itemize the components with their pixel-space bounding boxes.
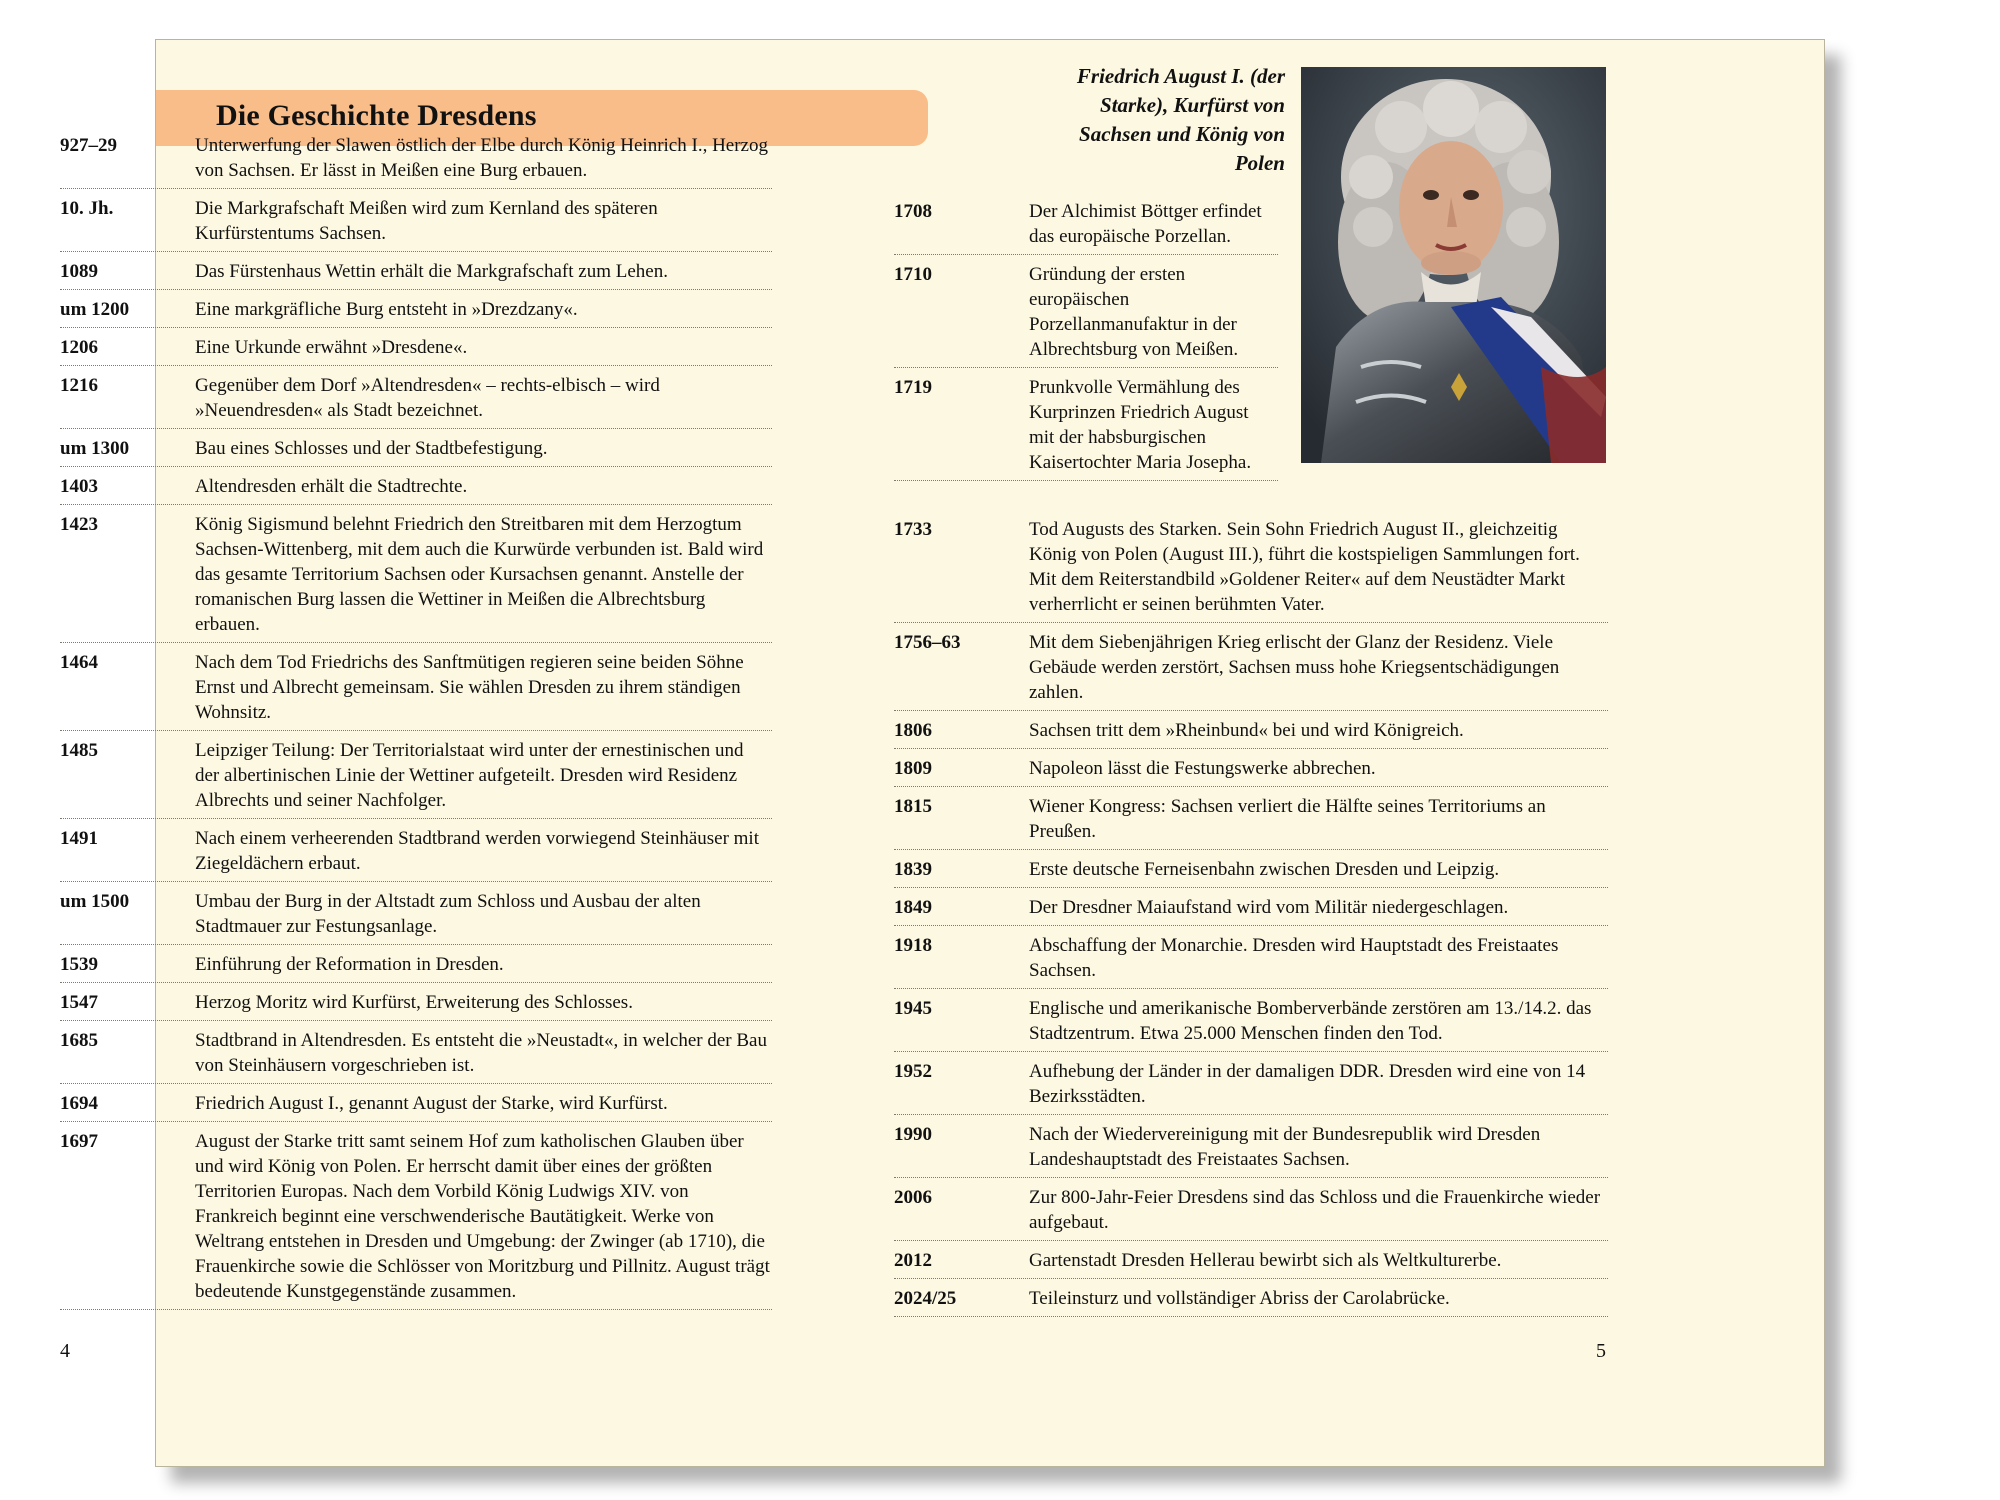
timeline-year: 1697	[60, 1131, 98, 1152]
timeline-row	[894, 749, 1608, 787]
timeline-text: Die Markgrafschaft Meißen wird zum Kernland des späteren Kurfürstentums Sachsen.	[195, 198, 658, 244]
timeline-year: 1694	[60, 1093, 98, 1114]
timeline-text: Tod Augusts des Starken. Sein Sohn Friedrich August II., gleichzeitig König von Polen (August III.), führt die kostspieligen Sammlungen fort. Mit dem Reiterstandbild »Goldener Reiter« auf dem Neustädter Markt verherrlicht er seinen berühmten Vater.	[1029, 519, 1580, 615]
timeline-year: 1849	[894, 897, 932, 918]
timeline-row	[60, 328, 772, 366]
timeline-row	[894, 926, 1608, 989]
timeline-row	[60, 945, 772, 983]
timeline-year: 2006	[894, 1187, 932, 1208]
timeline-text: Prunkvolle Vermählung des Kurprinzen Friedrich August mit der habsburgischen Kaisertochter Maria Josepha.	[1029, 377, 1252, 473]
timeline-row	[894, 888, 1608, 926]
timeline-row	[60, 290, 772, 328]
timeline-row	[60, 731, 772, 819]
timeline-text: Teileinsturz und vollständiger Abriss der Carolabrücke.	[1029, 1288, 1450, 1309]
timeline-right-top	[894, 192, 1278, 481]
timeline-row	[894, 1115, 1608, 1178]
timeline-row	[894, 1241, 1608, 1279]
timeline-row	[894, 368, 1278, 481]
timeline-year: 1719	[894, 377, 932, 398]
timeline-year: 1685	[60, 1030, 98, 1051]
timeline-row	[60, 983, 772, 1021]
timeline-row	[894, 623, 1608, 711]
portrait-caption: Friedrich August I. (der Starke), Kurfürst von Sachsen und König von Polen	[1076, 64, 1285, 175]
timeline-year: 1918	[894, 935, 932, 956]
timeline-row	[894, 192, 1278, 255]
timeline-text: Wiener Kongress: Sachsen verliert die Hälfte seines Territoriums an Preußen.	[1029, 796, 1546, 842]
timeline-row	[60, 1084, 772, 1122]
portrait-image	[1301, 67, 1606, 463]
portrait-painting-icon	[1301, 67, 1606, 463]
timeline-text: Herzog Moritz wird Kurfürst, Erweiterung des Schlosses.	[195, 992, 633, 1013]
timeline-row	[60, 643, 772, 731]
timeline-text: Umbau der Burg in der Altstadt zum Schloss und Ausbau der alten Stadtmauer zur Festungsanlage.	[195, 891, 701, 937]
timeline-year: 1990	[894, 1124, 932, 1145]
timeline-text: Englische und amerikanische Bomberverbände zerstören am 13./14.2. das Stadtzentrum. Etwa 25.000 Menschen finden den Tod.	[1029, 998, 1592, 1044]
timeline-text: Friedrich August I., genannt August der Starke, wird Kurfürst.	[195, 1093, 668, 1114]
timeline-row	[60, 429, 772, 467]
timeline-text: Altendresden erhält die Stadtrechte.	[195, 476, 468, 497]
timeline-year: 1839	[894, 859, 932, 880]
timeline-text: Leipziger Teilung: Der Territorialstaat wird unter der ernestinischen und der albertinischen Linie der Wettiner aufgeteilt. Dresden wird Residenz Albrechts und seiner Nachfolger.	[195, 740, 744, 811]
timeline-row	[60, 366, 772, 429]
page-number-left: 4	[60, 1340, 70, 1362]
timeline-text: Gründung der ersten europäischen Porzellanmanufaktur in der Albrechtsburg von Meißen.	[1029, 264, 1239, 360]
timeline-year: um 1500	[60, 891, 130, 912]
timeline-row	[60, 189, 772, 252]
timeline-row	[894, 787, 1608, 850]
timeline-text: Erste deutsche Ferneisenbahn zwischen Dresden und Leipzig.	[1029, 859, 1500, 880]
timeline-row	[60, 819, 772, 882]
timeline-row	[894, 255, 1278, 368]
timeline-row	[60, 882, 772, 945]
timeline-text: Stadtbrand in Altendresden. Es entsteht die »Neustadt«, in welcher der Bau von Steinhäusern vorgeschrieben ist.	[195, 1030, 767, 1076]
timeline-text: Unterwerfung der Slawen östlich der Elbe durch König Heinrich I., Herzog von Sachsen. Er lässt in Meißen eine Burg erbauen.	[195, 135, 768, 181]
timeline-year: 1485	[60, 740, 98, 761]
timeline-text: Nach einem verheerenden Stadtbrand werden vorwiegend Steinhäuser mit Ziegeldächern erbaut.	[195, 828, 759, 874]
timeline-text: Der Dresdner Maiaufstand wird vom Militär niedergeschlagen.	[1029, 897, 1509, 918]
timeline-year: 1539	[60, 954, 98, 975]
timeline-text: Abschaffung der Monarchie. Dresden wird Hauptstadt des Freistaates Sachsen.	[1029, 935, 1559, 981]
timeline-row	[894, 1279, 1608, 1317]
timeline-row	[894, 711, 1608, 749]
timeline-year: 1945	[894, 998, 932, 1019]
timeline-row	[60, 252, 772, 290]
timeline-row	[894, 850, 1608, 888]
timeline-year: 1216	[60, 375, 98, 396]
timeline-row	[894, 1178, 1608, 1241]
timeline-year: 1423	[60, 514, 98, 535]
timeline-year: 1491	[60, 828, 98, 849]
timeline-year: 1547	[60, 992, 98, 1013]
timeline-row	[60, 505, 772, 643]
timeline-right-bottom	[894, 510, 1608, 1317]
timeline-year: 1806	[894, 720, 932, 741]
timeline-text: Gegenüber dem Dorf »Altendresden« – rechts-elbisch – wird »Neuendresden« als Stadt bezeichnet.	[195, 375, 660, 421]
timeline-row	[60, 1021, 772, 1084]
timeline-text: Zur 800-Jahr-Feier Dresdens sind das Schloss und die Frauenkirche wieder aufgebaut.	[1029, 1187, 1601, 1233]
timeline-year: 1403	[60, 476, 98, 497]
timeline-text: Napoleon lässt die Festungswerke abbrechen.	[1029, 758, 1376, 779]
timeline-text: Nach der Wiedervereinigung mit der Bundesrepublik wird Dresden Landeshauptstadt des Freistaates Sachsen.	[1029, 1124, 1541, 1170]
timeline-year: 1708	[894, 201, 932, 222]
timeline-year: 1710	[894, 264, 932, 285]
timeline-text: Mit dem Siebenjährigen Krieg erlischt der Glanz der Residenz. Viele Gebäude werden zerstört, Sachsen muss hohe Kriegsentschädigungen zahlen.	[1029, 632, 1560, 703]
timeline-row	[894, 510, 1608, 623]
timeline-year: 1952	[894, 1061, 932, 1082]
timeline-text: Eine Urkunde erwähnt »Dresdene«.	[195, 337, 468, 358]
timeline-year: 2024/25	[894, 1288, 957, 1309]
timeline-year: 2012	[894, 1250, 932, 1271]
timeline-row	[60, 126, 772, 189]
timeline-text: Nach dem Tod Friedrichs des Sanftmütigen regieren seine beiden Söhne Ernst und Albrecht gemeinsam. Sie wählen Dresden zu ihrem ständigen Wohnsitz.	[195, 652, 744, 723]
timeline-text: Aufhebung der Länder in der damaligen DDR. Dresden wird eine von 14 Bezirksstädten.	[1029, 1061, 1586, 1107]
timeline-year: 1464	[60, 652, 98, 673]
timeline-text: Der Alchimist Böttger erfindet das europäische Porzellan.	[1029, 201, 1262, 247]
timeline-row	[894, 1052, 1608, 1115]
page-title: Die Geschichte Dresdens	[216, 99, 537, 132]
timeline-year: 1206	[60, 337, 98, 358]
timeline-year: 1815	[894, 796, 932, 817]
page-number-right: 5	[1596, 1340, 1606, 1362]
timeline-left	[60, 126, 772, 1310]
timeline-text: König Sigismund belehnt Friedrich den Streitbaren mit dem Herzogtum Sachsen-Wittenberg, mit dem auch die Kurwürde verbunden ist. Bald wird das gesamte Territorium Sachsen oder Kursachsen genannt. Anstelle der romanischen Burg lassen die Wettiner in Meißen die Albrechtsburg erbauen.	[195, 514, 764, 635]
timeline-text: Bau eines Schlosses und der Stadtbefestigung.	[195, 438, 548, 459]
timeline-row	[60, 467, 772, 505]
timeline-year: 927–29	[60, 135, 117, 156]
timeline-year: 1733	[894, 519, 932, 540]
timeline-row	[60, 1122, 772, 1310]
timeline-year: 10. Jh.	[60, 198, 114, 219]
timeline-text: Eine markgräfliche Burg entsteht in »Drezdzany«.	[195, 299, 578, 320]
timeline-text: Gartenstadt Dresden Hellerau bewirbt sich als Weltkulturerbe.	[1029, 1250, 1502, 1271]
timeline-text: Sachsen tritt dem »Rheinbund« bei und wird Königreich.	[1029, 720, 1464, 741]
timeline-row	[894, 989, 1608, 1052]
timeline-year: 1089	[60, 261, 98, 282]
timeline-year: 1756–63	[894, 632, 961, 653]
timeline-text: Das Fürstenhaus Wettin erhält die Markgrafschaft zum Lehen.	[195, 261, 668, 282]
timeline-text: August der Starke tritt samt seinem Hof zum katholischen Glauben über und wird König von Polen. Er herrscht damit über eines der größten Territorien Europas. Nach dem Vorbild König Ludwigs XIV. von Frankreich beginnt eine verschwenderische Bautätigkeit. Werke von Weltrang entstehen in Dresden und Umgebung: der Zwinger (ab 1710), die Frauenkirche sowie die Schlösser von Moritzburg und Pillnitz. August trägt bedeutende Kunstgegenstände zusammen.	[195, 1131, 770, 1302]
timeline-year: 1809	[894, 758, 932, 779]
timeline-year: um 1200	[60, 299, 130, 320]
timeline-year: um 1300	[60, 438, 130, 459]
timeline-text: Einführung der Reformation in Dresden.	[195, 954, 504, 975]
